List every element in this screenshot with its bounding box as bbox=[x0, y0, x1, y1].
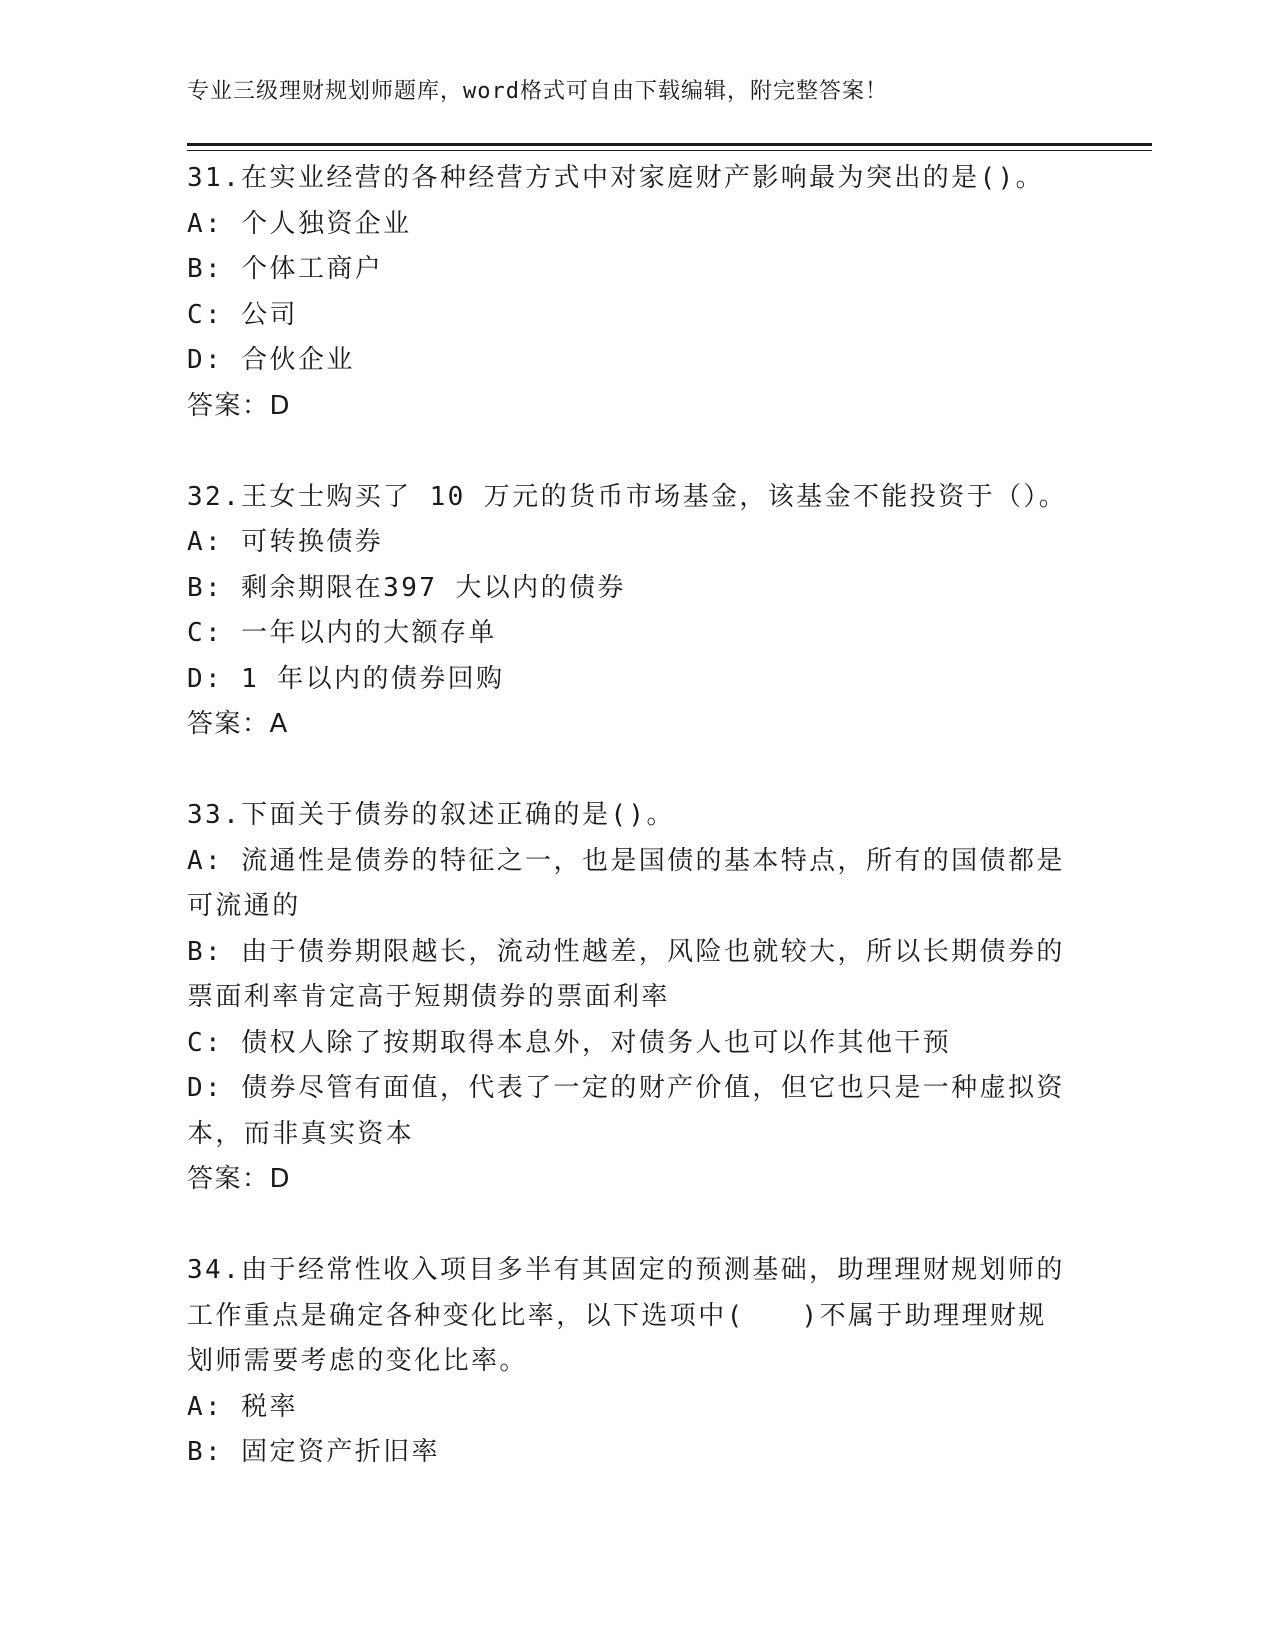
question-stem-line: 34.由于经常性收入项目多半有其固定的预测基础，助理理财规划师的 bbox=[187, 1255, 1065, 1285]
option-line: A: 税率 bbox=[187, 1391, 298, 1422]
page-header: 专业三级理财规划师题库，word格式可自由下载编辑，附完整答案！ bbox=[187, 79, 888, 104]
option-line: A: 可转换债券 bbox=[187, 527, 384, 557]
option-line: C: 债权人除了按期取得本息外，对债务人也可以作其他干预 bbox=[187, 1027, 952, 1058]
answer-label: 答案：A bbox=[187, 709, 289, 739]
header-rule-thick bbox=[187, 143, 1152, 146]
option-line: A: 流通性是债券的特征之一，也是国债的基本特点，所有的国债都是 bbox=[187, 845, 1065, 876]
option-line: D: 合伙企业 bbox=[187, 345, 355, 375]
option-c bbox=[187, 1021, 1077, 1067]
option-d bbox=[187, 338, 1077, 384]
option-d bbox=[187, 1066, 1077, 1157]
question-31 bbox=[187, 156, 1077, 429]
option-line: 票面利率肯定高于短期债券的票面利率 bbox=[187, 982, 670, 1012]
question-list bbox=[187, 156, 1077, 1521]
option-a bbox=[187, 202, 1077, 248]
option-a bbox=[187, 839, 1077, 930]
option-line: 本，而非真实资本 bbox=[187, 1118, 415, 1149]
option-line: D: 债券尽管有面值，代表了一定的财产价值，但它也只是一种虚拟资 bbox=[187, 1073, 1065, 1103]
option-line: B: 个体工商户 bbox=[187, 254, 384, 284]
question-32 bbox=[187, 475, 1077, 748]
option-b bbox=[187, 247, 1077, 293]
option-d bbox=[187, 657, 1077, 703]
header-rule-thin bbox=[187, 150, 1152, 151]
option-line: A: 个人独资企业 bbox=[187, 208, 412, 239]
option-line: B: 剩余期限在397 大以内的债券 bbox=[187, 572, 626, 603]
option-line: B: 由于债券期限越长，流动性越差，风险也就较大，所以长期债券的 bbox=[187, 936, 1065, 967]
option-line: C: 一年以内的大额存单 bbox=[187, 618, 497, 648]
question-stem-line: 32.王女士购买了 10 万元的货币市场基金，该基金不能投资于（）。 bbox=[187, 481, 1068, 512]
option-a bbox=[187, 520, 1077, 566]
option-b bbox=[187, 1430, 1077, 1476]
question-stem-line: 划师需要考虑的变化比率。 bbox=[187, 1346, 528, 1376]
question-34 bbox=[187, 1248, 1077, 1476]
option-a bbox=[187, 1385, 1077, 1431]
option-c bbox=[187, 611, 1077, 657]
option-line: C: 公司 bbox=[187, 299, 298, 330]
option-line: 可流通的 bbox=[187, 891, 301, 921]
question-stem-line: 31.在实业经营的各种经营方式中对家庭财产影响最为突出的是()。 bbox=[187, 163, 1045, 193]
answer-label: 答案：D bbox=[187, 1164, 292, 1194]
option-c bbox=[187, 293, 1077, 339]
question-stem-line: 33.下面关于债券的叙述正确的是()。 bbox=[187, 800, 675, 830]
option-b bbox=[187, 566, 1077, 612]
question-stem-line: 工作重点是确定各种变化比率，以下选项中( )不属于助理理财规 bbox=[187, 1300, 1047, 1331]
question-33 bbox=[187, 793, 1077, 1203]
option-line: B: 固定资产折旧率 bbox=[187, 1437, 440, 1467]
option-line: D: 1 年以内的债券回购 bbox=[187, 663, 505, 694]
answer-label: 答案：D bbox=[187, 390, 292, 421]
option-b bbox=[187, 930, 1077, 1021]
